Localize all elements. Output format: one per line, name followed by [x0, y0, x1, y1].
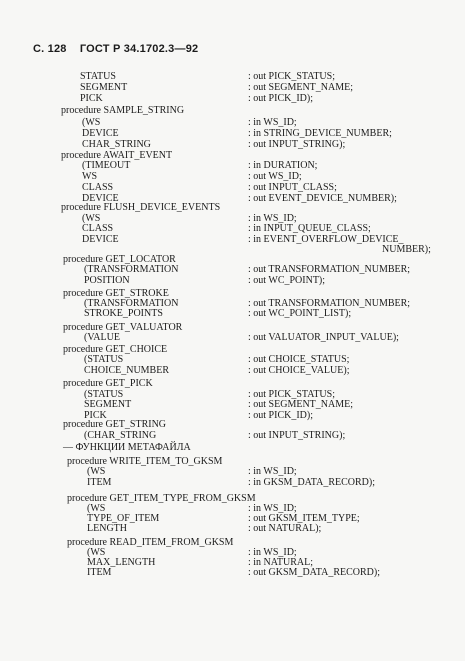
code-line-left: DEVICE	[82, 128, 119, 139]
code-line-right: : out INPUT_STRING);	[248, 139, 346, 150]
code-line-right: : out EVENT_DEVICE_NUMBER);	[248, 193, 397, 204]
code-line-left: DEVICE	[82, 193, 119, 204]
code-line-left: (CHAR_STRING	[84, 430, 157, 441]
code-line-left: procedure GET_VALUATOR	[63, 322, 183, 333]
code-line-right: : in WS_ID;	[248, 503, 297, 514]
code-line-right: : in WS_ID;	[248, 117, 297, 128]
code-line-left: DEVICE	[82, 234, 119, 245]
code-line-left: — ФУНКЦИИ МЕТАФАЙЛА	[63, 442, 191, 453]
code-line-right: : out VALUATOR_INPUT_VALUE);	[248, 332, 399, 343]
code-line-left: (STATUS	[84, 389, 124, 400]
code-line-left: CHAR_STRING	[82, 139, 151, 150]
code-line-left: procedure READ_ITEM_FROM_GKSM	[67, 537, 234, 548]
code-line-right: : out SEGMENT_NAME;	[248, 82, 353, 93]
code-line-left: PICK	[84, 410, 107, 421]
code-line-right: : out GKSM_ITEM_TYPE;	[248, 513, 360, 524]
code-line-right: : in WS_ID;	[248, 547, 297, 558]
code-line-left: (WS	[82, 213, 101, 224]
code-line-right: : in WS_ID;	[248, 466, 297, 477]
code-line-right: : in INPUT_QUEUE_CLASS;	[248, 223, 371, 234]
code-line-left: procedure GET_STRING	[63, 419, 167, 430]
code-line-right: : out PICK_ID);	[248, 410, 313, 421]
code-line-left: procedure GET_PICK	[63, 378, 153, 389]
code-line-right: : in NATURAL;	[248, 557, 313, 568]
code-line-left: (TRANSFORMATION	[84, 264, 179, 275]
code-line-left: procedure SAMPLE_STRING	[61, 105, 185, 116]
code-line-right: : out NATURAL);	[248, 523, 322, 534]
code-line-right: : out INPUT_CLASS;	[248, 182, 337, 193]
code-line-left: CLASS	[82, 223, 114, 234]
code-line-left: (VALUE	[84, 332, 120, 343]
code-line-left: procedure WRITE_ITEM_TO_GKSM	[67, 456, 223, 467]
code-line-left: (WS	[87, 466, 106, 477]
code-line-right: : out WC_POINT);	[248, 275, 326, 286]
code-line-right: : in EVENT_OVERFLOW_DEVICE_	[248, 234, 404, 245]
code-line-right: NUMBER);	[382, 244, 431, 255]
code-line-left: (TRANSFORMATION	[84, 298, 179, 309]
code-line-right: : out WS_ID;	[248, 171, 302, 182]
code-line-left: TYPE_OF_ITEM	[87, 513, 160, 524]
page-header	[33, 43, 198, 55]
code-line-right: : out TRANSFORMATION_NUMBER;	[248, 298, 411, 309]
page-number: С. 128	[33, 43, 67, 55]
code-line-right: : out PICK_STATUS;	[248, 71, 335, 82]
code-line-left: MAX_LENGTH	[87, 557, 156, 568]
code-line-left: ITEM	[87, 477, 112, 488]
code-line-left: (WS	[87, 503, 106, 514]
code-line-right: : out TRANSFORMATION_NUMBER;	[248, 264, 411, 275]
code-line-left: procedure AWAIT_EVENT	[61, 150, 173, 161]
code-line-right: : out WC_POINT_LIST);	[248, 308, 352, 319]
code-line-left: POSITION	[84, 275, 130, 286]
code-line-left: procedure GET_ITEM_TYPE_FROM_GKSM	[67, 493, 256, 504]
code-line-left: PICK	[80, 93, 103, 104]
code-line-left: procedure FLUSH_DEVICE_EVENTS	[61, 202, 221, 213]
code-line-left: (WS	[82, 117, 101, 128]
code-line-left: CLASS	[82, 182, 114, 193]
code-line-right: : out INPUT_STRING);	[248, 430, 346, 441]
code-line-left: CHOICE_NUMBER	[84, 365, 170, 376]
code-line-left: (TIMEOUT	[82, 160, 131, 171]
standard-title: ГОСТ Р 34.1702.3—92	[79, 43, 199, 55]
code-line-left: procedure GET_STROKE	[63, 288, 169, 299]
code-line-right: : out PICK_ID);	[248, 93, 313, 104]
code-line-right: : out CHOICE_VALUE);	[248, 365, 350, 376]
code-line-right: : out PICK_STATUS;	[248, 389, 335, 400]
code-line-left: SEGMENT	[80, 82, 128, 93]
code-line-left: procedure GET_CHOICE	[63, 344, 168, 355]
code-line-left: STROKE_POINTS	[84, 308, 163, 319]
code-line-right: : in STRING_DEVICE_NUMBER;	[248, 128, 392, 139]
code-line-right: : in DURATION;	[248, 160, 318, 171]
code-line-right: : out GKSM_DATA_RECORD);	[248, 567, 380, 578]
code-line-left: LENGTH	[87, 523, 127, 534]
code-line-left: STATUS	[80, 71, 116, 82]
code-line-left: procedure GET_LOCATOR	[63, 254, 176, 265]
code-line-right: : in GKSM_DATA_RECORD);	[248, 477, 375, 488]
code-line-left: WS	[82, 171, 97, 182]
code-line-right: : out SEGMENT_NAME;	[248, 399, 353, 410]
code-line-left: (WS	[87, 547, 106, 558]
code-line-right: : out CHOICE_STATUS;	[248, 354, 350, 365]
code-line-right: : in WS_ID;	[248, 213, 297, 224]
code-line-left: (STATUS	[84, 354, 124, 365]
code-line-left: ITEM	[87, 567, 112, 578]
code-line-left: SEGMENT	[84, 399, 132, 410]
